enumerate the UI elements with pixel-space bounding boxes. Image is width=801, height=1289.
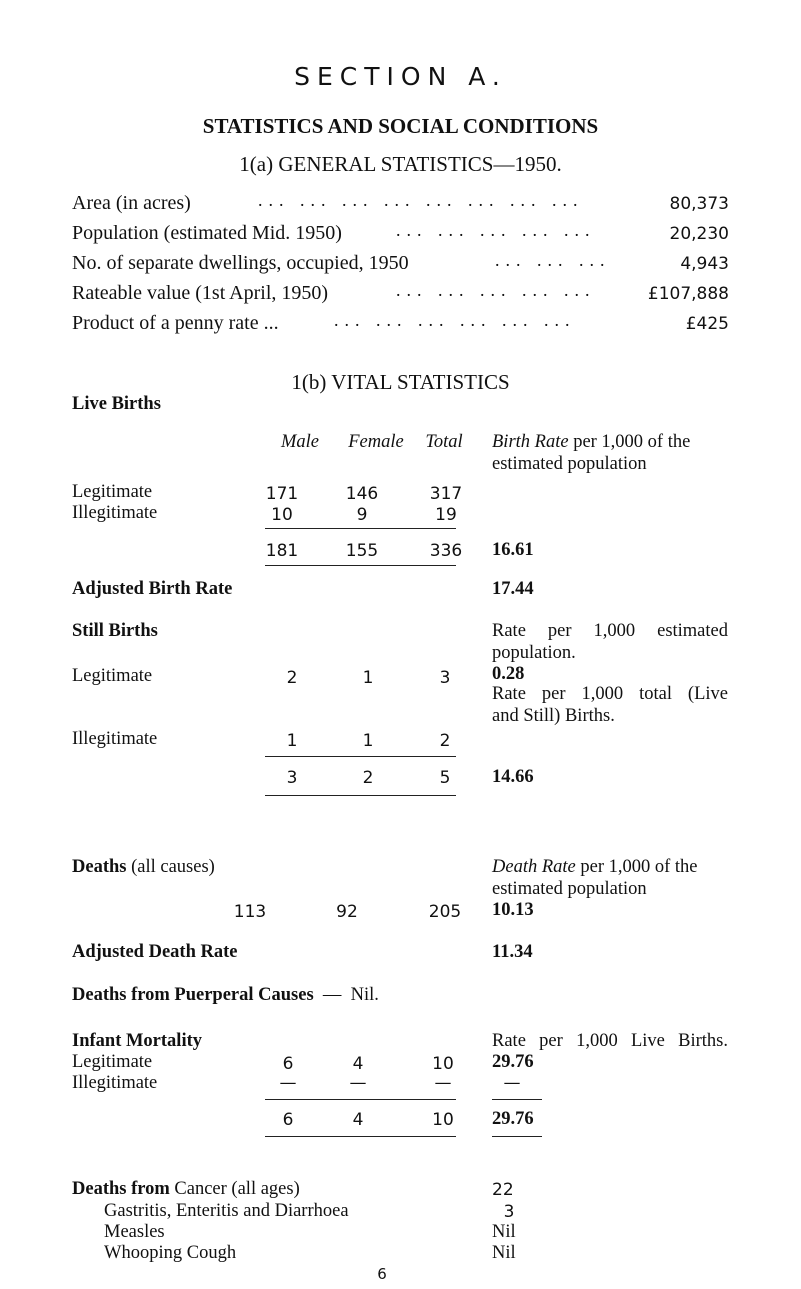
still-total-total: 5 xyxy=(439,768,451,788)
infant-legit-male: 6 xyxy=(282,1054,294,1074)
leader-dots: ... ... ... xyxy=(495,250,611,270)
illegit-female: 9 xyxy=(356,505,368,525)
still-illegit-total: 2 xyxy=(439,731,451,751)
still-legit-label: Legitimate xyxy=(72,666,153,686)
adjusted-death-value: 11.34 xyxy=(492,942,533,962)
infant-legit-female: 4 xyxy=(352,1054,364,1074)
adjusted-birth-value: 17.44 xyxy=(492,579,534,599)
divider xyxy=(492,1136,542,1137)
general-row-value: 20,230 xyxy=(669,224,729,244)
divider xyxy=(265,795,456,796)
infant-heading: Infant Mortality xyxy=(72,1031,202,1051)
infant-total-rate: 29.76 xyxy=(492,1109,534,1129)
infant-total-female: 4 xyxy=(352,1110,364,1130)
infant-rate-note: Rate per 1,000 Live Births. xyxy=(492,1031,728,1051)
divider xyxy=(265,528,456,529)
deaths-heading: Deaths (all causes) xyxy=(72,857,215,877)
leader-dots: ... ... ... ... ... xyxy=(396,220,596,240)
infant-illegit-label: Illegitimate xyxy=(72,1073,158,1093)
leader-dots: ... ... ... ... ... ... xyxy=(334,310,576,330)
divider xyxy=(265,756,456,757)
deaths-total: 205 xyxy=(428,902,462,922)
still-illegit-female: 1 xyxy=(362,731,374,751)
cancer-value: 22 xyxy=(492,1180,514,1200)
other-cause-label: Measles xyxy=(104,1222,165,1242)
birth-rate-note-2: estimated population xyxy=(492,454,647,474)
still-rate-value-2: 14.66 xyxy=(492,767,534,787)
still-illegit-label: Illegitimate xyxy=(72,729,158,749)
leader-dots: ... ... ... ... ... ... ... ... xyxy=(258,190,584,210)
other-cause-value: Nil xyxy=(492,1222,516,1242)
still-legit-total: 3 xyxy=(439,668,451,688)
deaths-female: 92 xyxy=(336,902,358,922)
total-total: 336 xyxy=(429,541,463,561)
still-rate-text-3: Rate per 1,000 total (Live xyxy=(492,684,728,704)
other-cause-value: 3 xyxy=(503,1202,515,1222)
general-row-label: Product of a penny rate ... xyxy=(72,312,279,334)
still-births-heading: Still Births xyxy=(72,621,158,641)
infant-legit-total: 10 xyxy=(432,1054,454,1074)
infant-legit-label: Legitimate xyxy=(72,1052,153,1072)
death-rate-note-2: estimated population xyxy=(492,879,647,899)
other-cause-label: Gastritis, Enteritis and Diarrhoea xyxy=(104,1201,349,1221)
birth-rate-value: 16.61 xyxy=(492,540,534,560)
still-legit-female: 1 xyxy=(362,668,374,688)
infant-illegit-male: — xyxy=(279,1073,297,1093)
infant-total-total: 10 xyxy=(432,1110,454,1130)
divider xyxy=(265,1136,456,1137)
cancer-label: Deaths from Cancer (all ages) xyxy=(72,1179,300,1199)
general-row-label: Population (estimated Mid. 1950) xyxy=(72,222,342,244)
adjusted-death-label: Adjusted Death Rate xyxy=(72,942,238,962)
still-total-female: 2 xyxy=(362,768,374,788)
legit-female: 146 xyxy=(345,484,379,504)
col-total: Total xyxy=(425,432,463,452)
illegit-total: 19 xyxy=(435,505,457,525)
general-row-value: £425 xyxy=(685,314,729,334)
live-births-heading: Live Births xyxy=(72,394,161,414)
main-title: STATISTICS AND SOCIAL CONDITIONS xyxy=(202,114,599,138)
col-female: Female xyxy=(348,432,404,452)
adjusted-birth-label: Adjusted Birth Rate xyxy=(72,579,233,599)
total-male: 181 xyxy=(265,541,299,561)
leader-dots: ... ... ... ... ... xyxy=(396,280,596,300)
legit-label: Legitimate xyxy=(72,482,153,502)
divider xyxy=(265,1099,456,1100)
total-female: 155 xyxy=(345,541,379,561)
page-number: 6 xyxy=(377,1265,387,1283)
still-rate-value: 0.28 xyxy=(492,664,525,684)
illegit-label: Illegitimate xyxy=(72,503,158,523)
col-male: Male xyxy=(280,432,319,452)
infant-illegit-female: — xyxy=(349,1073,367,1093)
death-rate-note: Death Rate per 1,000 of the xyxy=(492,857,698,877)
vital-heading: 1(b) VITAL STATISTICS xyxy=(291,370,510,394)
still-legit-male: 2 xyxy=(286,668,298,688)
still-rate-text: Rate per 1,000 estimated xyxy=(492,621,728,641)
general-heading: 1(a) GENERAL STATISTICS—1950. xyxy=(239,152,562,176)
divider xyxy=(265,565,456,566)
birth-rate-note: Birth Rate per 1,000 of the xyxy=(492,432,691,452)
deaths-male: 113 xyxy=(233,902,267,922)
general-row-value: £107,888 xyxy=(647,284,729,304)
general-row-label: Area (in acres) xyxy=(72,192,191,214)
legit-male: 171 xyxy=(265,484,299,504)
legit-total: 317 xyxy=(429,484,463,504)
general-row-value: 80,373 xyxy=(669,194,729,214)
divider xyxy=(492,1099,542,1100)
illegit-male: 10 xyxy=(271,505,293,525)
puerperal-row: Deaths from Puerperal Causes — Nil. xyxy=(72,985,379,1005)
section-heading: SECTION A. xyxy=(294,62,507,91)
general-row-value: 4,943 xyxy=(680,254,729,274)
infant-illegit-total: — xyxy=(434,1073,452,1093)
general-row-label: No. of separate dwellings, occupied, 1950 xyxy=(72,252,409,274)
infant-total-male: 6 xyxy=(282,1110,294,1130)
general-row-label: Rateable value (1st April, 1950) xyxy=(72,282,329,304)
infant-rate-value: 29.76 xyxy=(492,1052,534,1072)
death-rate-value: 10.13 xyxy=(492,900,534,920)
still-total-male: 3 xyxy=(286,768,298,788)
other-cause-value: Nil xyxy=(492,1243,516,1263)
still-illegit-male: 1 xyxy=(286,731,298,751)
still-rate-text-2: population. xyxy=(492,643,576,663)
other-cause-label: Whooping Cough xyxy=(104,1243,237,1263)
infant-illegit-rate: — xyxy=(503,1073,521,1093)
still-rate-text-4: and Still) Births. xyxy=(492,706,615,726)
